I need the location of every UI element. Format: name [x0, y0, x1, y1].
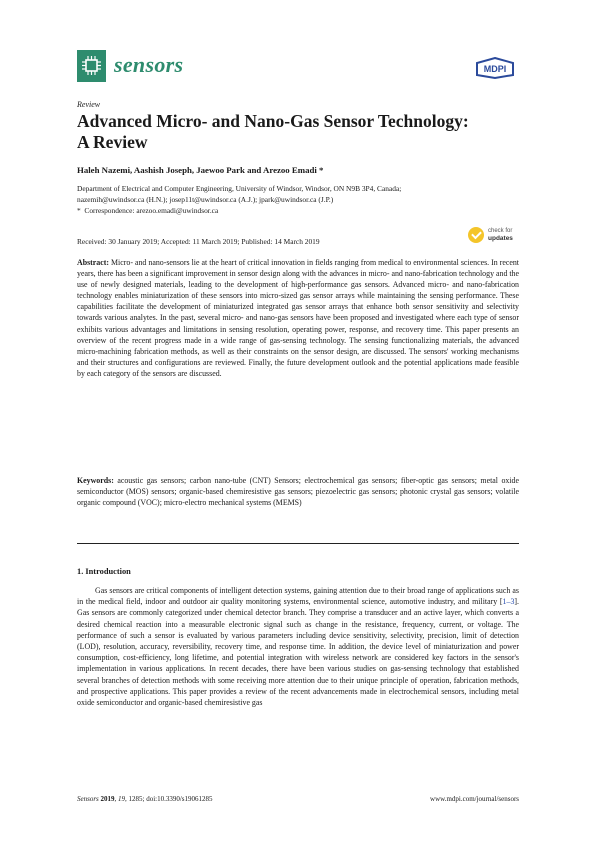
abstract-label: Abstract:	[77, 258, 109, 267]
check-updates-line-1: check for	[488, 228, 513, 234]
journal-logo-icon	[77, 50, 106, 82]
keywords	[77, 475, 519, 508]
footer-journal: Sensors	[77, 795, 99, 803]
section-divider	[77, 543, 519, 544]
introduction-paragraph	[77, 585, 519, 708]
abstract	[77, 257, 519, 379]
intro-text-part-1: Gas sensors are critical components of intelligent detection systems, gaining attention due to their broad range of applications such as in the medical field, indoor and outdoor air quality monitoring systems, environmental science, automotive industry, and military [	[77, 586, 519, 607]
check-updates-line-2: updates	[488, 235, 513, 242]
article-type: Review	[77, 100, 101, 109]
mdpi-logo-icon	[474, 57, 516, 84]
keywords-text: acoustic gas sensors; carbon nano-tube (CNT) Sensors; electrochemical gas sensors; fiber-optic gas sensors; metal oxide semiconductor (MOS) sensors; organic-based chemiresistive gas sensors; piezoelectric gas sensors; photonic crystal gas sensors; volatile organic compound (VOC); micro-electro mechanical systems (MEMS)	[77, 476, 519, 508]
footer-journal-url[interactable]: www.mdpi.com/journal/sensors	[430, 795, 519, 803]
abstract-text: Micro- and nano-sensors lie at the heart of critical innovation in fields ranging from medical to environmental sciences. In recent years, there has been a significant improvement in sensor design along with the advances in micro- and nano-fabrication technology and the use of newly designed materials, leading to the development of high-performance gas sensors. Advanced micro- and nano-fabrication technology enables miniaturization of these sensors into micro-sized gas sensor arrays while maintaining the sensing performance. These capabilities facilitate the development of miniaturized integrated gas sensor arrays that enhance both sensor sensitivity and selectivity towards various analytes. In the past, several micro- and nano-gas sensors have been proposed and investigated where each type of sensor exhibits various advantages and limitations in sensing resolution, operating power, response, and recovery time. This paper presents an overview of the recent progress made in a wide range of gas-sensing technology. The sensing functionalizing materials, the advanced micro-machining fabrication methods, as well as their constraints on the sensor design, are discussed. The sensors' working mechanisms and their structures and configurations are reviewed. Finally, the future development outlook and the potential applications made feasible by each category of the sensors are discussed.	[77, 258, 519, 378]
title-line-1: Advanced Micro- and Nano-Gas Sensor Technology:	[77, 111, 469, 131]
journal-name: sensors	[114, 52, 184, 77]
footer-doi: , 1285; doi:10.3390/s19061285	[125, 795, 213, 803]
footer-citation: Sensors 2019, 19, 1285; doi:10.3390/s19061285	[77, 795, 213, 803]
footer-year: 2019	[100, 795, 115, 803]
affiliation-line-1: Department of Electrical and Computer Engineering, University of Windsor, Windsor, ON N9B 3P4, Canada;	[77, 184, 402, 193]
title-line-2: A Review	[77, 132, 148, 152]
correspondence-email[interactable]: Correspondence: arezoo.emadi@uwindsor.ca	[84, 206, 219, 216]
affiliation-line-2: nazemih@uwindsor.ca (H.N.); josep11t@uwindsor.ca (A.J.); jpark@uwindsor.ca (J.P.)	[77, 195, 334, 205]
correspondence-marker: *	[77, 206, 81, 216]
mdpi-logo-text: MDPI	[483, 64, 507, 74]
footer-volume: 19	[118, 795, 126, 803]
section-heading: 1. Introduction	[77, 567, 131, 576]
check-for-updates-badge[interactable]	[468, 225, 520, 247]
check-icon	[468, 227, 484, 243]
author-list: Haleh Nazemi, Aashish Joseph, Jaewoo Park and Arezoo Emadi *	[77, 165, 324, 175]
publication-dates: Received: 30 January 2019; Accepted: 11 March 2019; Published: 14 March 2019	[77, 237, 320, 246]
correspondence-line	[77, 205, 522, 216]
article-title	[77, 111, 527, 153]
intro-text-part-2: ]. Gas sensors are commonly categorized under chemical detector branch. They comprise a transducer and an active layer, which converts a desired chemical reaction into a measurable electronic signal such as change in the resistance, frequency, current, or voltage. The performance of such a sensor is evaluated by various parameters including device sensitivity, selectivity, precision, limit of detection (LOD), resolution, accuracy, reversibility, recovery time, and response time. In addition, the device level of miniaturization and power consumption, cost-efficiency, long lifetime, and potential integration with wireless network are considered key factors in the sensor's implementation in various applications. In recent decades, there have been various studies on gas-sensing technology that established several branches of detection methods with some receiving more attention due to their unique principle of operation, fabrication methods, and prospective applications. This paper provides a review of the recent advancements made in electrochemical sensors, including metal oxide semiconductor and organic-based chemiresistive gas	[77, 597, 519, 708]
affiliations	[77, 183, 522, 217]
citation-link[interactable]: 1–3	[502, 597, 515, 607]
keywords-label: Keywords:	[77, 476, 114, 485]
